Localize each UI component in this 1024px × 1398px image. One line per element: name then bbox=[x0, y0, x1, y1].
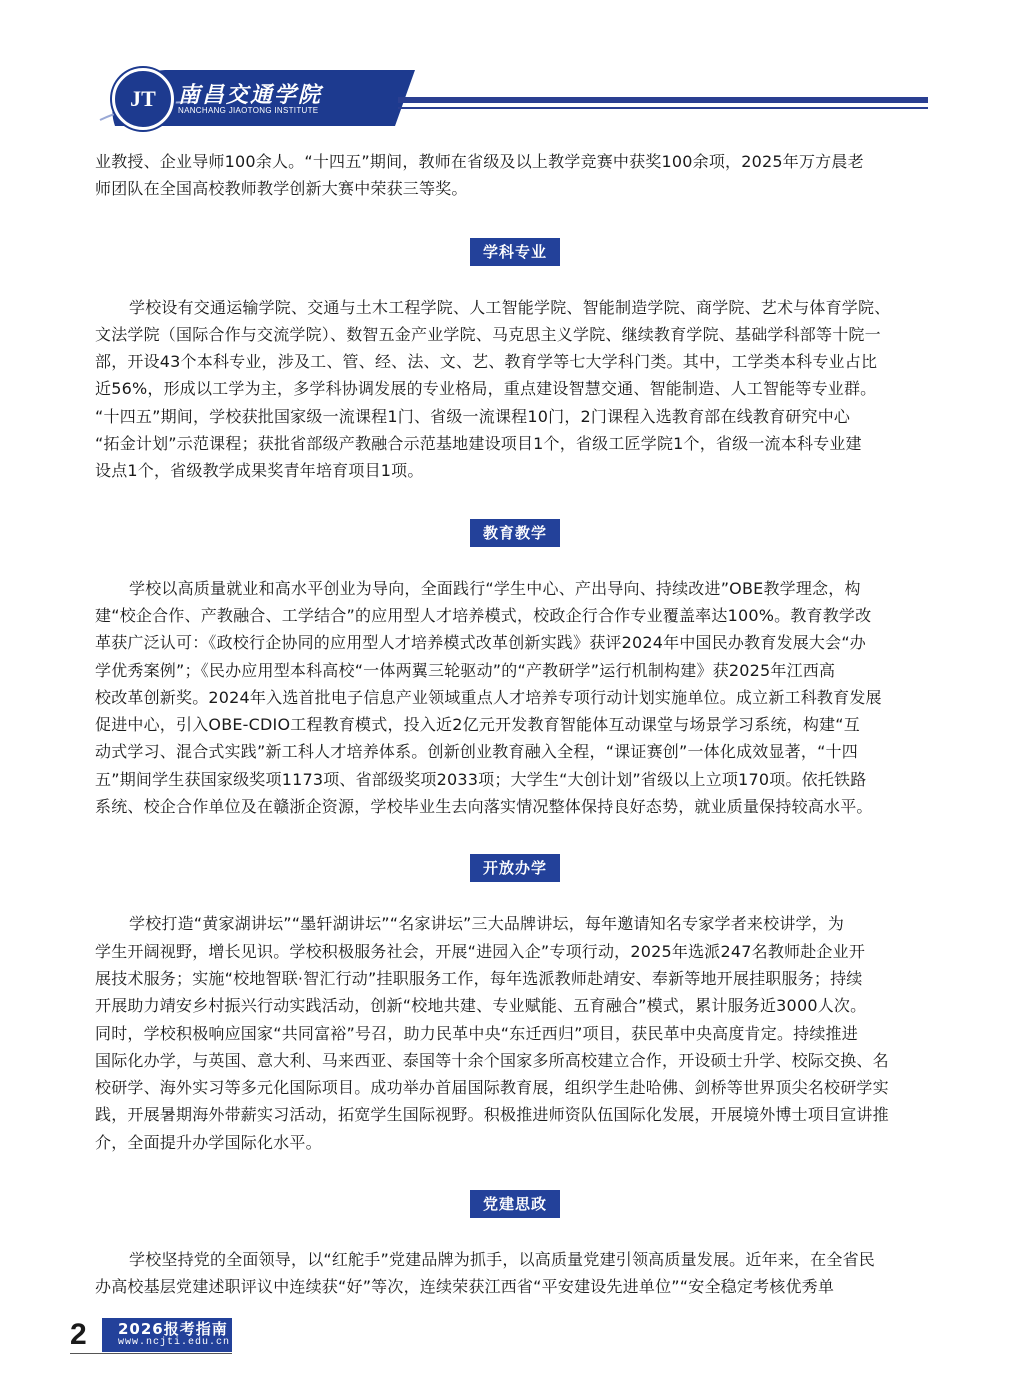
intro-line: 业教授、企业导师100余人。“十四五”期间，教师在省级及以上教学竞赛中获奖100余项，2025年万方晨老 bbox=[95, 152, 864, 171]
section-tag-discipline: 学科专业 bbox=[470, 238, 560, 266]
text-line: 近56%，形成以工学为主，多学科协调发展的专业格局，重点建设智慧交通、智能制造、人工智能等专业群。 bbox=[95, 379, 877, 399]
page-content bbox=[95, 148, 935, 1301]
text-line: 学校打造“黄家湖讲坛”“墨轩湖讲坛”“名家讲坛”三大品牌讲坛，每年邀请知名专家学者来校讲学，为 bbox=[129, 914, 845, 934]
text-line: 动式学习、混合式实践”新工科人才培养体系。创新创业教育融入全程，“课证赛创”一体化成效显著，“十四 bbox=[95, 742, 858, 762]
header-rule-thin bbox=[398, 107, 928, 109]
text-line: 五”期间学生获国家级奖项1173项、省部级奖项2033项；大学生“大创计划”省级以上立项170项。依托铁路 bbox=[95, 769, 867, 789]
section-tag-education: 教育教学 bbox=[470, 519, 560, 547]
text-line: “十四五”期间，学校获批国家级一流课程1门、省级一流课程10门，2门课程入选教育部在线教育研究中心 bbox=[95, 406, 851, 426]
text-line: 同时，学校积极响应国家“共同富裕”号召，助力民革中央“东迁西归”项目，获民革中央高度肯定。持续推进 bbox=[95, 1023, 858, 1043]
text-line: 促进中心，引入OBE-CDIO工程教育模式，投入近2亿元开发教育智能体互动课堂与场景学习系统，构建“互 bbox=[95, 715, 860, 735]
section-paragraph-discipline bbox=[95, 294, 935, 485]
text-line: 建“校企合作、产教融合、工学结合”的应用型人才培养模式，校政企行合作专业覆盖率达100%。教育教学改 bbox=[95, 605, 872, 625]
school-logo-badge: JT bbox=[112, 68, 174, 130]
text-line: 系统、校企合作单位及在赣浙企资源，学校毕业生去向落实情况整体保持良好态势，就业质量保持较高水平。 bbox=[95, 797, 873, 817]
section-tag-party-building: 党建思政 bbox=[470, 1190, 560, 1218]
text-line: 学校设有交通运输学院、交通与土木工程学院、人工智能学院、智能制造学院、商学院、艺术与体育学院、 bbox=[129, 297, 891, 317]
section-tag-open-education: 开放办学 bbox=[470, 854, 560, 882]
text-line: 学优秀案例”；《民办应用型本科高校“一体两翼三轮驱动”的“产教研学”运行机制构建》获2025年江西高 bbox=[95, 660, 836, 680]
text-line: 校研学、海外实习等多元化国际项目。成功举办首届国际教育展，组织学生赴哈佛、剑桥等世界顶尖名校研学实 bbox=[95, 1078, 889, 1098]
text-line: 介，全面提升办学国际化水平。 bbox=[95, 1132, 322, 1152]
text-line: 展技术服务；实施“校地智联·智汇行动”挂职服务工作，每年选派教师赴靖安、奉新等地开展挂职服务；持续 bbox=[95, 968, 863, 988]
text-line: 设点1个，省级教学成果奖青年培育项目1项。 bbox=[95, 461, 424, 481]
text-line: 国际化办学，与英国、意大利、马来西亚、泰国等十余个国家多所高校建立合作，开设硕士升学、校际交换、名 bbox=[95, 1050, 889, 1070]
page-header bbox=[0, 0, 1024, 140]
intro-paragraph bbox=[95, 148, 935, 203]
school-name: 南昌交通学院 bbox=[178, 82, 323, 108]
text-line: 践，开展暑期海外带薪实习活动，拓宽学生国际视野。积极推进师资队伍国际化发展，开展境外博士项目宣讲推 bbox=[95, 1105, 889, 1125]
text-line: 革获广泛认可：《政校行企协同的应用型人才培养模式改革创新实践》获评2024年中国民办教育发展大会“办 bbox=[95, 633, 867, 653]
intro-line: 师团队在全国高校教师教学创新大赛中荣获三等奖。 bbox=[95, 179, 468, 199]
header-rule-thick bbox=[398, 97, 928, 103]
footer-guide-title: 2026报考指南 bbox=[118, 1320, 228, 1338]
text-line: 部，开设43个本科专业，涉及工、管、经、法、文、艺、教育学等七大学科门类。其中，工学类本科专业占比 bbox=[95, 352, 878, 372]
section-paragraph-open-education bbox=[95, 910, 935, 1156]
text-line: 校改革创新奖。2024年入选首批电子信息产业领域重点人才培养专项行动计划实施单位。成立新工科教育发展 bbox=[95, 687, 882, 707]
school-name-english: NANCHANG JIAOTONG INSTITUTE bbox=[178, 106, 319, 115]
section-paragraph-education bbox=[95, 575, 935, 821]
text-line: 开展助力靖安乡村振兴行动实践活动，创新“校地共建、专业赋能、五育融合”模式，累计服务近3000人次。 bbox=[95, 996, 867, 1016]
text-line: 办高校基层党建述职评议中连续获“好”等次，连续荣获江西省“平安建设先进单位”“安全稳定考核优秀单 bbox=[95, 1277, 835, 1297]
text-line: “拓金计划”示范课程；获批省部级产教融合示范基地建设项目1个，省级工匠学院1个，省级一流本科专业建 bbox=[95, 434, 862, 454]
text-line: 学校坚持党的全面领导，以“红舵手”党建品牌为抓手，以高质量党建引领高质量发展。近年来，在全省民 bbox=[129, 1250, 875, 1270]
footer-website: www.ncjti.edu.cn bbox=[118, 1337, 231, 1348]
footer-rule bbox=[70, 1353, 232, 1354]
page-number: 2 bbox=[70, 1318, 87, 1351]
text-line: 学校以高质量就业和高水平创业为导向，全面践行“学生中心、产出导向、持续改进”OBE教学理念，构 bbox=[129, 578, 861, 598]
section-paragraph-party-building bbox=[95, 1246, 935, 1301]
text-line: 文法学院（国际合作与交流学院）、数智五金产业学院、马克思主义学院、继续教育学院、基础学科部等十院一 bbox=[95, 324, 881, 344]
text-line: 学生开阔视野，增长见识。学校积极服务社会，开展“进园入企”专项行动，2025年选派247名教师赴企业开 bbox=[95, 941, 866, 961]
